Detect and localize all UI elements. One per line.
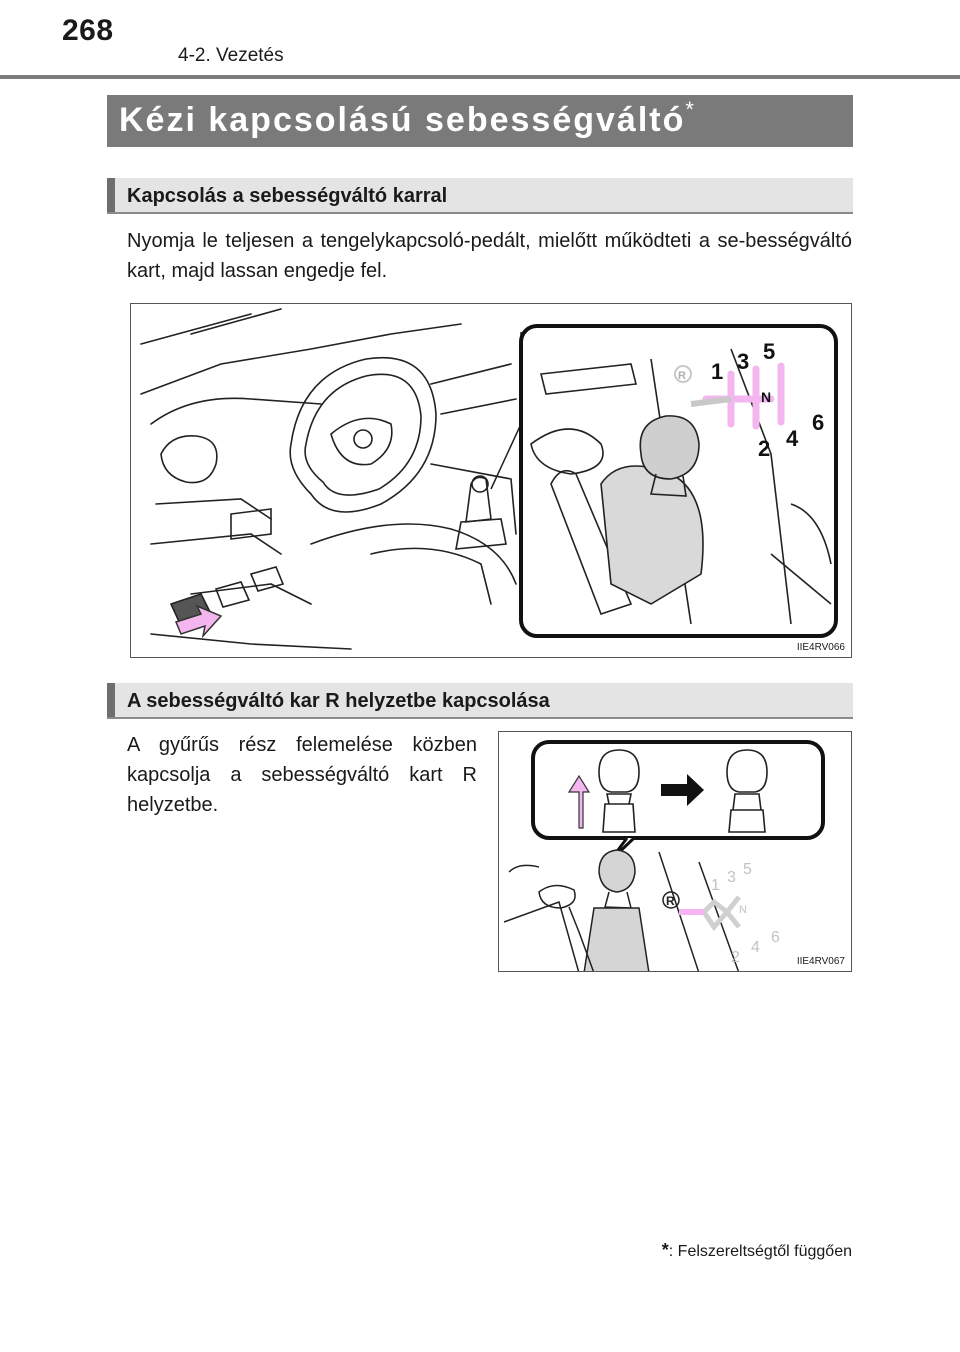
gear-3-label: 3 (737, 349, 750, 374)
figure-code: IIE4RV067 (796, 956, 845, 967)
gear-r-label: R (678, 370, 686, 382)
gear-5-label: 5 (743, 861, 752, 878)
footnote-marker: * (661, 1240, 669, 1260)
instruction-paragraph: A gyűrűs rész felemelése közben kapcsolja a sebességváltó kart R helyzetbe. (127, 734, 477, 816)
figure-reverse-gear (498, 731, 852, 972)
page-number: 268 (62, 14, 114, 47)
gear-2-label: 2 (731, 949, 740, 966)
figure-gear-shift-interior (130, 303, 852, 658)
section-label: 4-2. Vezetés (178, 45, 284, 66)
gear-2-label: 2 (758, 436, 771, 461)
faded-gear-labels (711, 861, 780, 966)
section-heading-bar (107, 683, 853, 719)
gear-3-label: 3 (727, 869, 736, 886)
title-bar (107, 95, 853, 147)
gear-4-label: 4 (786, 426, 799, 451)
instruction-paragraph: Nyomja le teljesen a tengelykapcsoló-pedált, mielőtt működteti a se-bességváltó kart, majd lassan engedje fel. (127, 230, 852, 282)
reverse-illustration (499, 732, 852, 972)
section-heading-bar (107, 178, 853, 214)
callout-line (491, 332, 521, 489)
gear-6-label: 6 (812, 410, 825, 435)
figure-code: IIE4RV066 (796, 642, 845, 653)
footnote-text: : Felszereltségtől függően (668, 1243, 852, 1260)
gear-1-label: 1 (711, 877, 720, 894)
dashboard-lines (141, 309, 516, 649)
section-heading: A sebességváltó kar R helyzetbe kapcsolása (127, 690, 550, 712)
section-heading: Kapcsolás a sebességváltó karral (127, 185, 448, 207)
gear-6-label: 6 (771, 929, 780, 946)
footnote (662, 1240, 852, 1261)
gear-1-label: 1 (711, 359, 724, 384)
interior-illustration (131, 304, 852, 658)
page-title-text: Kézi kapcsolású sebességváltó (119, 101, 686, 139)
page-title (119, 97, 696, 140)
title-footnote-marker: * (685, 97, 696, 122)
header-rule (0, 75, 960, 79)
gear-r-label: R (666, 894, 675, 908)
gear-5-label: 5 (763, 339, 776, 364)
gear-n-label: N (761, 389, 772, 405)
gear-n-label: N (739, 904, 747, 916)
gear-4-label: 4 (751, 939, 760, 956)
